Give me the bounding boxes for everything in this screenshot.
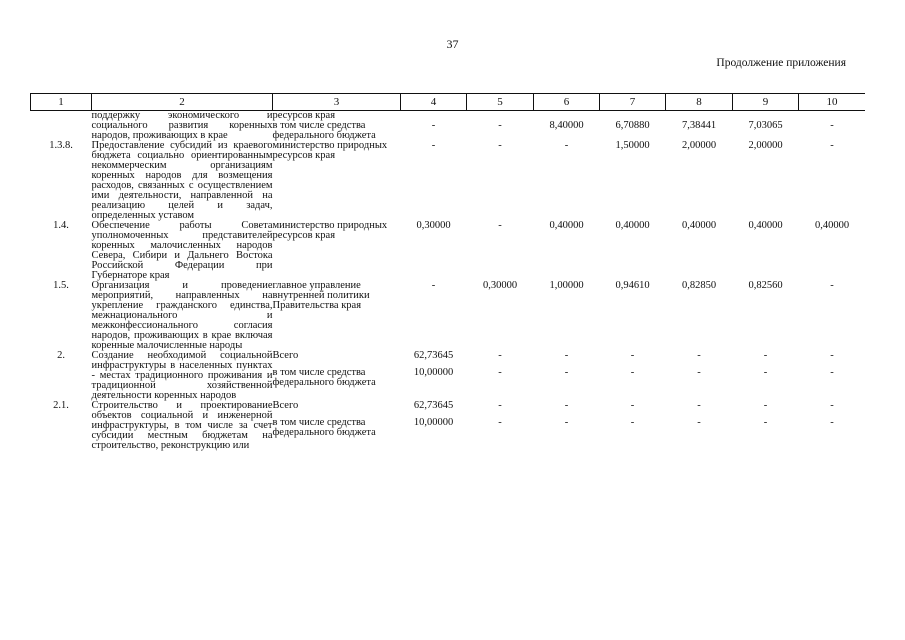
row-responsible: главное управление внутренней политики Правительства края — [272, 280, 370, 311]
row-description: Предоставление субсидий из краевого бюджета социально ориентированным некоммерческим организациям коренных народов для возмещения расходов, связанных с осуществлением ими деятельности, направленной на реализацию целей и задач, определенных уставом — [91, 140, 273, 221]
header-cell: 2 — [92, 94, 273, 111]
value-cell: 0,40000 — [814, 220, 850, 231]
value-cell: - — [630, 416, 635, 428]
value-cell: - — [697, 350, 701, 361]
row-description: Создание необходимой социальной инфраструктуры в населенных пунктах - местах традиционного проживания и традиционной хозяйственной деятельности коренных народов — [91, 350, 273, 401]
value-cell: - — [498, 140, 502, 151]
row-responsible: в том числе средства федерального бюджета — [272, 366, 376, 388]
header-cell: 10 — [799, 94, 866, 111]
row-description: Организация и проведение мероприятий, направленных на укрепление гражданского единства, межнационального и межконфессионального согласия народов, проживающих в крае включая коренные малочисленные народы — [91, 280, 273, 351]
value-cell: - — [498, 350, 502, 361]
value-cell: - — [697, 366, 701, 378]
value-cell: - — [431, 120, 436, 131]
row-responsible: Всего — [272, 350, 299, 361]
value-cell: 10,00000 — [413, 366, 454, 378]
value-cell: 0,40000 — [549, 220, 584, 231]
row-number — [31, 121, 92, 141]
value-cell: 0,40000 — [681, 220, 717, 231]
header-cell: 7 — [600, 94, 666, 111]
value-cell: - — [830, 120, 834, 131]
value-cell: 0,30000 — [416, 220, 451, 231]
value-cell: - — [697, 416, 701, 428]
value-cell: - — [564, 350, 569, 361]
row-number: 1.4. — [53, 220, 69, 231]
page-number: 37 — [446, 37, 459, 51]
value-cell: - — [498, 366, 502, 378]
value-cell: 62,73645 — [413, 400, 454, 411]
continuation-caption: Продолжение приложения — [716, 57, 846, 69]
header-cell: 5 — [467, 94, 534, 111]
header-cell: 4 — [401, 94, 467, 111]
row-number: 2. — [57, 350, 65, 361]
row-number — [31, 418, 92, 451]
header-cell: 8 — [666, 94, 733, 111]
row-number: 1.5. — [53, 280, 69, 291]
budget-table — [30, 93, 865, 451]
value-cell: - — [564, 400, 569, 411]
value-cell: - — [630, 350, 635, 361]
value-cell: - — [763, 416, 768, 428]
value-cell: 2,00000 — [681, 140, 717, 151]
row-responsible: в том числе средства федерального бюджета — [272, 120, 376, 141]
value-cell: - — [564, 366, 569, 378]
value-cell: 2,00000 — [748, 140, 783, 151]
row-number — [31, 368, 92, 401]
value-cell: - — [564, 140, 569, 151]
budget-table-container — [30, 93, 865, 633]
value-cell: - — [763, 400, 768, 411]
value-cell: 8,40000 — [549, 120, 584, 131]
header-cell: 6 — [534, 94, 600, 111]
value-cell: 7,38441 — [681, 120, 717, 131]
header-cell: 1 — [31, 94, 92, 111]
value-cell: - — [498, 120, 502, 131]
header-cell: 9 — [733, 94, 799, 111]
value-cell: 10,00000 — [413, 416, 454, 428]
row-number: 2.1. — [53, 400, 69, 411]
value-cell: - — [697, 400, 701, 411]
row-responsible: министерство природных ресурсов края — [272, 140, 388, 161]
value-cell: 0,30000 — [482, 280, 518, 291]
value-cell: 0,94610 — [615, 280, 650, 291]
value-cell: 7,03065 — [748, 120, 783, 131]
value-cell: - — [830, 280, 834, 291]
row-responsible: ресурсов края — [272, 110, 336, 121]
value-cell: - — [431, 280, 436, 291]
value-cell: - — [564, 416, 569, 428]
value-cell: - — [498, 400, 502, 411]
header-row — [31, 94, 866, 111]
value-cell: 6,70880 — [615, 120, 650, 131]
table-row — [31, 351, 866, 368]
value-cell: - — [630, 366, 635, 378]
value-cell: 1,00000 — [549, 280, 584, 291]
value-cell: - — [431, 140, 436, 151]
value-cell: 0,82560 — [748, 280, 783, 291]
table-row — [31, 111, 866, 122]
value-cell: - — [830, 140, 834, 151]
header-cell: 3 — [273, 94, 401, 111]
row-number: 1.3.8. — [49, 140, 73, 151]
value-cell: - — [830, 366, 834, 378]
value-cell: - — [830, 400, 834, 411]
value-cell: - — [498, 220, 502, 231]
value-cell: - — [830, 416, 834, 428]
value-cell: - — [498, 416, 502, 428]
row-responsible: Всего — [272, 400, 299, 411]
table-row — [31, 401, 866, 418]
table-row — [31, 221, 866, 281]
row-responsible: министерство природных ресурсов края — [272, 220, 388, 241]
table-row — [31, 141, 866, 221]
row-number — [31, 111, 92, 122]
value-cell: - — [763, 366, 768, 378]
table-row — [31, 281, 866, 351]
value-cell: 0,82850 — [681, 280, 717, 291]
value-cell: 1,50000 — [615, 140, 650, 151]
value-cell: - — [630, 400, 635, 411]
value-cell: 0,40000 — [748, 220, 783, 231]
row-description: поддержку экономического и социального развития коренных народов, проживающих в крае — [91, 110, 273, 141]
value-cell: 0,40000 — [615, 220, 650, 231]
value-cell: 62,73645 — [413, 350, 454, 361]
row-responsible: в том числе средства федерального бюджета — [272, 416, 376, 438]
value-cell: - — [763, 350, 768, 361]
row-description: Обеспечение работы Совета уполномоченных представителей коренных малочисленных народов Севера, Сибири и Дальнего Востока Российской Федерации при Губернаторе края — [91, 220, 273, 281]
value-cell: - — [830, 350, 834, 361]
row-description: Строительство и проектирование объектов социальной и инженерной инфраструктуры, в том числе за счет субсидии местным бюджетам на строительство, реконструкцию или — [91, 400, 273, 451]
